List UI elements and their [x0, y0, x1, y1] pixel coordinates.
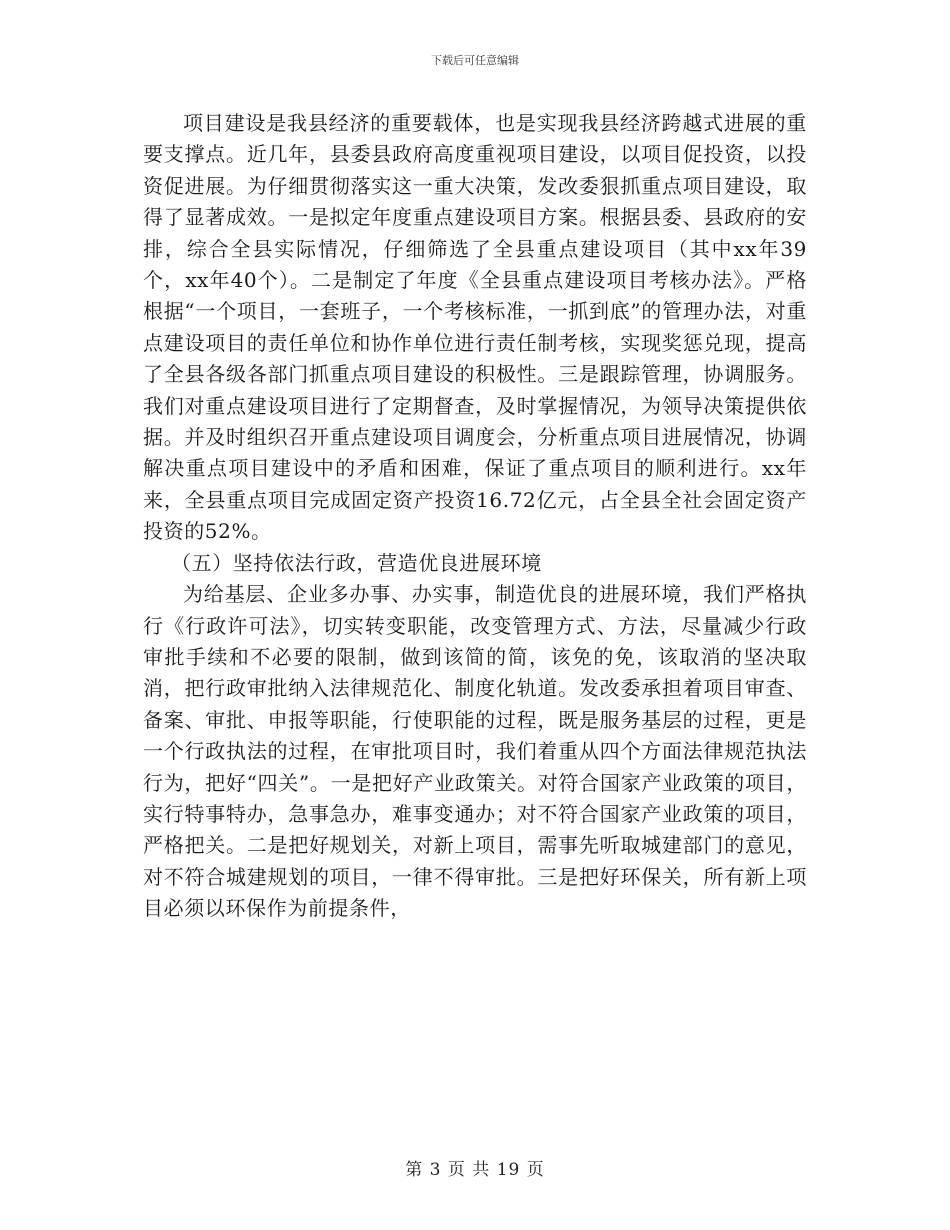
paragraph-project-construction: 项目建设是我县经济的重要载体，也是实现我县经济跨越式进展的重要支撑点。近几年，县委县政府高度重视项目建设，以项目促投资，以投资促进展。为仔细贯彻落实这一重大决策，发改委狠抓重点项目建设，取得了显著成效。一是拟定年度重点建设项目方案。根据县委、县政府的安排，综合全县实际情况，仔细筛选了全县重点建设项目（其中xx年39个，xx年40个）。二是制定了年度《全县重点建设项目考核办法》。严格根据“一个项目，一套班子，一个考核标准，一抓到底”的管理办法，对重点建设项目的责任单位和协作单位进行责任制考核，实现奖惩兑现，提高了全县各级各部门抓重点项目建设的积极性。三是跟踪管理，协调服务。我们对重点建设项目进行了定期督查，及时掌握情况，为领导决策提供依据。并及时组织召开重点建设项目调度会，分析重点项目进展情况，协调解决重点项目建设中的矛盾和困难，保证了重点项目的顺利进行。xx年来，全县重点项目完成固定资产投资16.72亿元，占全县全社会固定资产投资的52%。 [143, 111, 807, 544]
paragraph-administration: 为给基层、企业多办事、办实事，制造优良的进展环境，我们严格执行《行政许可法》，切实转变职能，改变管理方式、方法，尽量减少行政审批手续和不必要的限制，做到该简的简，该免的免，该取消的坚决取消，把行政审批纳入法律规范化、制度化轨道。发改委承担着项目审查、备案、审批、申报等职能，行使职能的过程，既是服务基层的过程，更是一个行政执法的过程，在审批项目时，我们着重从四个方面法律规范执法行为，把好“四关”。一是把好产业政策关。对符合国家产业政策的项目，实行特事特办，急事急办，难事变通办；对不符合国家产业政策的项目，严格把关。二是把好规划关，对新上项目，需事先听取城建部门的意见，对不符合城建规划的项目，一律不得审批。三是把好环保关，所有新上项目必须以环保作为前提条件， [143, 582, 807, 921]
section-heading: （五）坚持依法行政，营造优良进展环境 [171, 550, 542, 575]
page-header: 下载后可任意编辑 [431, 54, 519, 67]
page-number: 第 3 页 共 19 页 [405, 1160, 545, 1180]
document-body [143, 108, 807, 925]
